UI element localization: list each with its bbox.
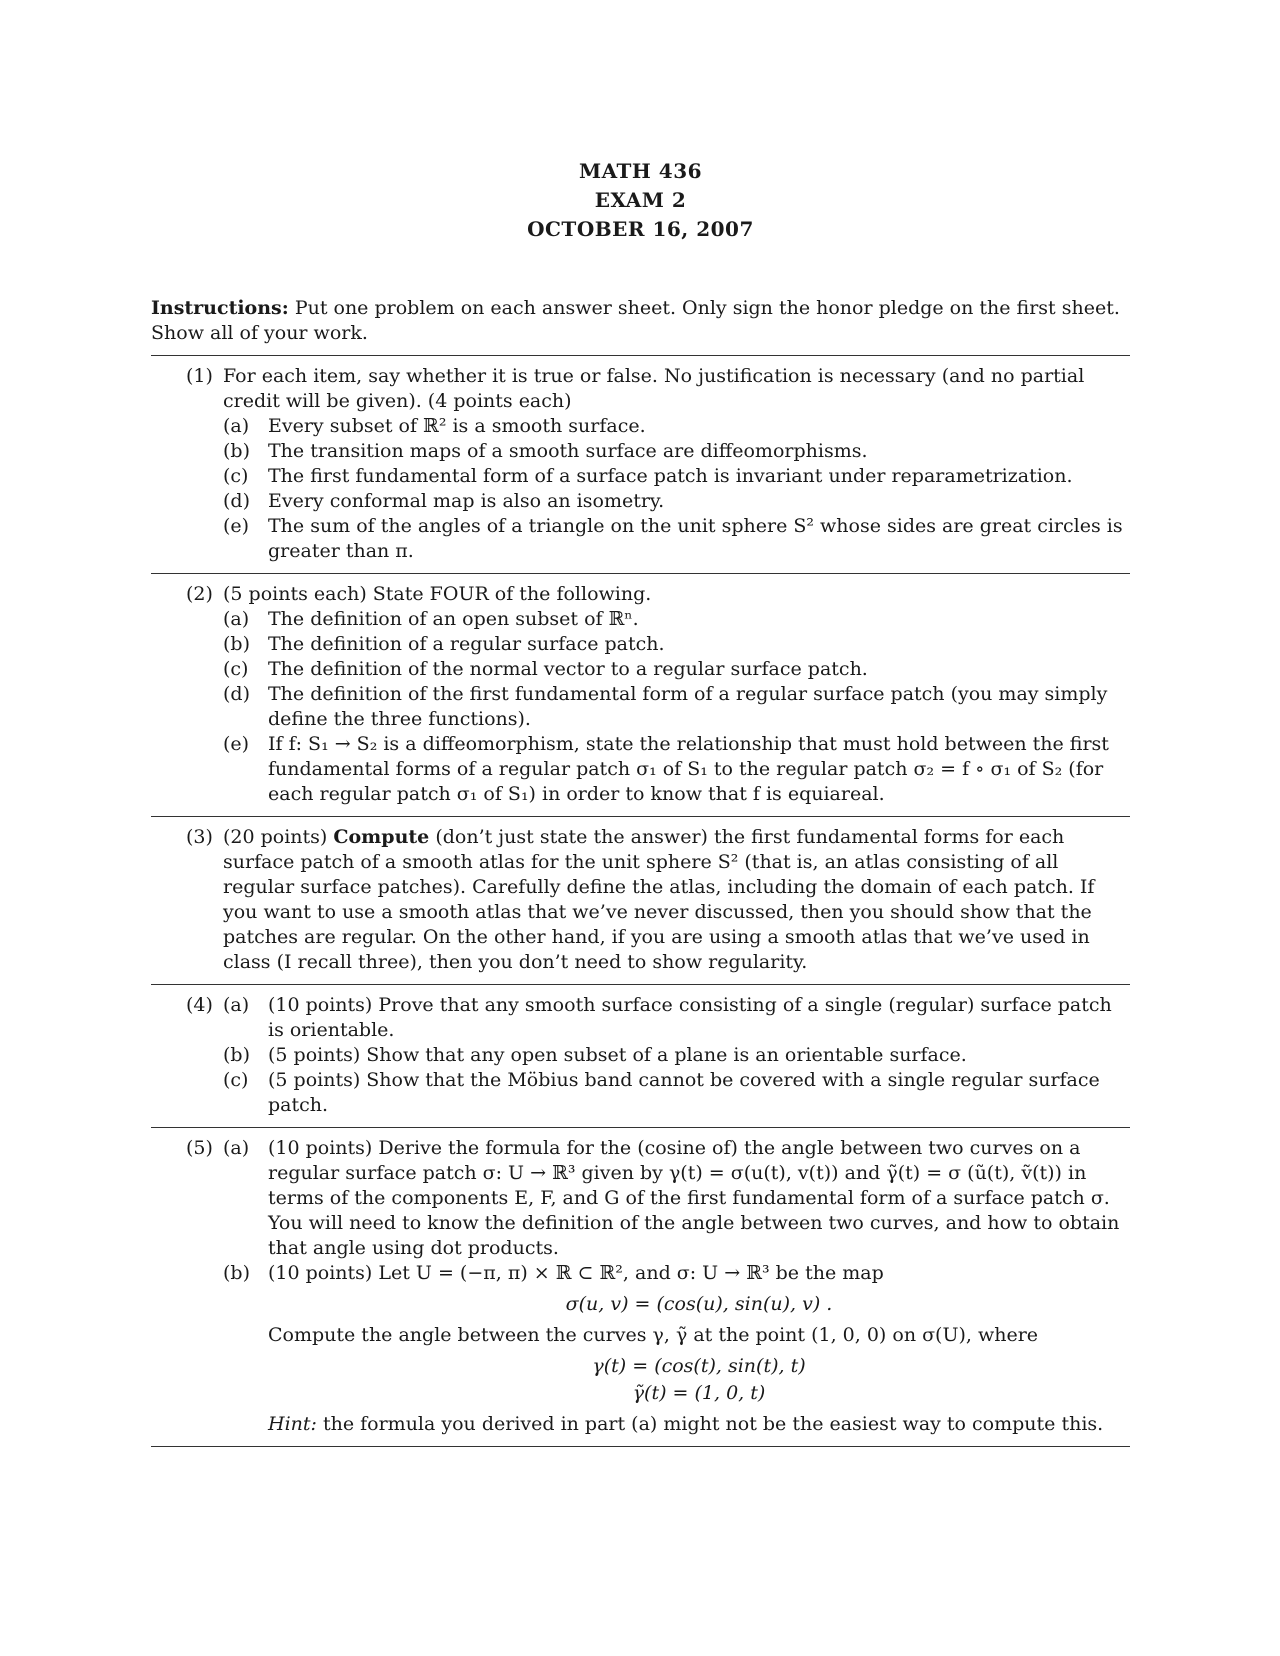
equation-gamma: γ(t) = (cos(t), sin(t), t) <box>592 1355 806 1377</box>
problem-text: (don’t just state the answer) the first fundamental forms for each surface patch of a smooth atlas for the unit sphere S² (that is, an atlas consisting of all regular surface patches). Carefully define the atlas, including the domain of each patch. If you want to use a smooth atlas that we’ve never discussed, then you should show that the patches are regular. On the other hand, if you are using a smooth atlas that we’ve used in class (I recall three), then you don’t need to show regularity. <box>223 826 1095 973</box>
item-label: (e) <box>223 733 250 755</box>
divider <box>151 816 1130 817</box>
divider <box>151 1446 1130 1447</box>
item-label: (c) <box>223 658 249 680</box>
problem-number: (2) <box>186 583 213 605</box>
item-text: (10 points) Prove that any smooth surface consisting of a single (regular) surface patch is orientable. <box>268 994 1112 1041</box>
problem-item <box>223 632 1130 657</box>
item-text: (5 points) Show that the Möbius band cannot be covered with a single regular surface patch. <box>268 1069 1100 1116</box>
problem-item <box>223 414 1130 439</box>
problem-item-b <box>223 1261 1130 1437</box>
hint <box>268 1412 1130 1437</box>
problem-item <box>223 514 1130 564</box>
problem-item-a <box>223 1136 1130 1261</box>
problem-item <box>223 657 1130 682</box>
item-label: (e) <box>223 515 250 537</box>
problem-intro: For each item, say whether it is true or false. No justification is necessary (and no partial credit will be given). (4 points each) <box>223 365 1085 412</box>
problem-5 <box>151 1136 1130 1437</box>
exam-title: EXAM 2 <box>594 188 687 212</box>
problem-item <box>223 682 1130 732</box>
problem-number: (1) <box>186 365 213 387</box>
problem-item <box>223 439 1130 464</box>
item-text: The first fundamental form of a surface patch is invariant under reparametrization. <box>268 465 1073 487</box>
item-text: The definition of an open subset of ℝⁿ. <box>268 608 639 630</box>
item-label: (a) <box>223 1137 250 1159</box>
problem-item <box>223 1043 1130 1068</box>
item-label: (b) <box>223 1044 250 1066</box>
problem-2 <box>151 582 1130 807</box>
divider <box>151 355 1130 356</box>
item-text: The transition maps of a smooth surface are diffeomorphisms. <box>268 440 868 462</box>
item-text: Compute the angle between the curves γ, γ̃ at the point (1, 0, 0) on σ(U), where <box>268 1324 1039 1346</box>
item-text: (10 points) Derive the formula for the (cosine of) the angle between two curves on a regular surface patch σ: U → ℝ³ given by γ(t) = σ(u(t), v(t)) and γ̃(t) = σ (ũ(t), ṽ(t)) in terms of the components E, F, and G of the first fundamental form of a surface patch σ. You will need to know the definition of the angle between two curves, and how to obtain that angle using dot products. <box>268 1137 1120 1259</box>
divider <box>151 984 1130 985</box>
item-text: The definition of the normal vector to a regular surface patch. <box>268 658 868 680</box>
divider <box>151 1127 1130 1128</box>
item-label: (a) <box>223 415 250 437</box>
problem-item <box>223 464 1130 489</box>
problem-keyword: Compute <box>333 826 430 848</box>
instructions <box>151 296 1130 346</box>
problem-item <box>223 993 1130 1043</box>
problem-1 <box>151 364 1130 564</box>
item-intro: (10 points) Let U = (−π, π) × ℝ ⊂ ℝ², and σ: U → ℝ³ be the map <box>268 1262 884 1284</box>
problem-body <box>223 825 1130 975</box>
problem-item <box>223 1068 1130 1118</box>
problem-number: (4) <box>186 994 213 1016</box>
item-text: The definition of a regular surface patch. <box>268 633 665 655</box>
item-text: The sum of the angles of a triangle on the unit sphere S² whose sides are great circles is greater than π. <box>268 515 1123 562</box>
exam-date: OCTOBER 16, 2007 <box>527 217 754 241</box>
equation-sigma: σ(u, v) = (cos(u), sin(u), v) . <box>565 1293 833 1315</box>
item-label: (c) <box>223 465 249 487</box>
problem-item <box>223 489 1130 514</box>
item-label: (d) <box>223 490 250 512</box>
problem-3 <box>151 825 1130 975</box>
problem-item <box>223 607 1130 632</box>
item-text: (5 points) Show that any open subset of a plane is an orientable surface. <box>268 1044 967 1066</box>
item-label: (c) <box>223 1069 249 1091</box>
problem-number: (5) <box>186 1137 213 1159</box>
item-text: The definition of the first fundamental form of a regular surface patch (you may simply define the three functions). <box>268 683 1108 730</box>
problem-item <box>223 732 1130 807</box>
item-text: Every conformal map is also an isometry. <box>268 490 665 512</box>
hint-text: the formula you derived in part (a) might not be the easiest way to compute this. <box>322 1413 1104 1435</box>
problem-number: (3) <box>186 826 213 848</box>
instructions-text: Put one problem on each answer sheet. Only sign the honor pledge on the first sheet. Show all of your work. <box>151 297 1120 344</box>
course-title: MATH 436 <box>578 159 703 183</box>
hint-label: Hint: <box>268 1413 317 1435</box>
problem-4 <box>151 993 1130 1118</box>
exam-header <box>151 157 1130 244</box>
item-label: (a) <box>223 994 250 1016</box>
equation-gamma-tilde: γ̃(t) = (1, 0, t) <box>632 1382 766 1404</box>
item-label: (b) <box>223 440 250 462</box>
problem-intro: (5 points each) State FOUR of the following. <box>223 583 652 605</box>
item-label: (b) <box>223 633 250 655</box>
exam-page <box>151 0 1130 1455</box>
item-text: Every subset of ℝ² is a smooth surface. <box>268 415 646 437</box>
problem-points: (20 points) <box>223 826 328 848</box>
divider <box>151 573 1130 574</box>
item-label: (d) <box>223 683 250 705</box>
item-text: If f: S₁ → S₂ is a diffeomorphism, state the relationship that must hold between the first fundamental forms of a regular patch σ₁ of S₁ to the regular patch σ₂ = f ∘ σ₁ of S₂ (for each regular patch σ₁ of S₁) in order to know that f is equiareal. <box>268 733 1109 805</box>
instructions-label: Instructions: <box>151 297 289 319</box>
item-label: (a) <box>223 608 250 630</box>
item-label: (b) <box>223 1262 250 1284</box>
